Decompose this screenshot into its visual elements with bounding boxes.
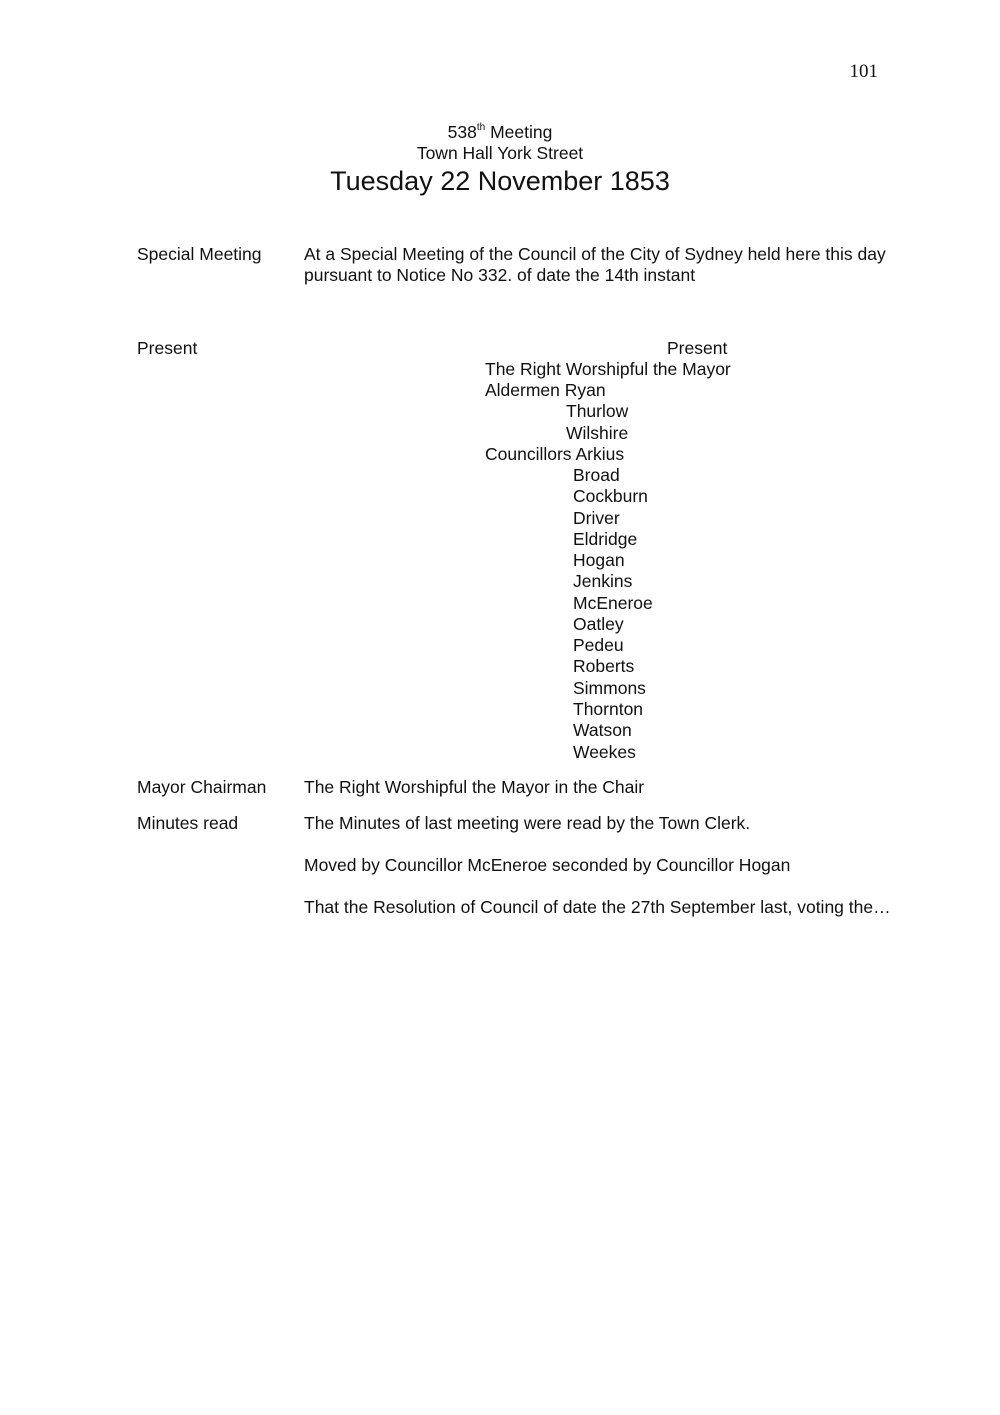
meeting-number	[0, 122, 1000, 143]
councillor-name: McEneroe	[573, 593, 653, 613]
meeting-number-value: 538	[447, 122, 477, 142]
councillor-name: Simmons	[573, 678, 646, 698]
meeting-word: Meeting	[485, 122, 553, 142]
councillor-name: Broad	[573, 465, 620, 485]
alderman-name: Thurlow	[566, 401, 629, 421]
present-label: Present	[137, 338, 198, 358]
alderman-name: Wilshire	[566, 423, 629, 443]
special-meeting-label: Special Meeting	[137, 244, 262, 264]
councillors-title-line: Councillors Arkius	[485, 444, 625, 464]
motion-moved-text: Moved by Councillor McEneroe seconded by Councillor Hogan	[304, 855, 791, 875]
councillor-name: Eldridge	[573, 529, 638, 549]
councillor-name: Jenkins	[573, 571, 633, 591]
resolution-text: That the Resolution of Council of date the 27th September last, voting the…	[304, 897, 891, 917]
present-heading: Present	[667, 338, 728, 358]
councillor-name: Thornton	[573, 699, 644, 719]
aldermen-title-line: Aldermen Ryan	[485, 380, 606, 400]
councillor-name: Pedeu	[573, 635, 624, 655]
councillor-name: Weekes	[573, 742, 636, 762]
mayor-chairman-label: Mayor Chairman	[137, 777, 267, 797]
councillor-name: Hogan	[573, 550, 625, 570]
minutes-read-text: The Minutes of last meeting were read by the Town Clerk.	[304, 813, 751, 833]
councillor-name: Watson	[573, 720, 632, 740]
councillor-name: Cockburn	[573, 486, 648, 506]
mayor-chairman-text: The Right Worshipful the Mayor in the Chair	[304, 777, 645, 797]
councillor-name: Driver	[573, 508, 620, 528]
councillor-name: Roberts	[573, 656, 635, 676]
councillor-name: Oatley	[573, 614, 624, 634]
meeting-location: Town Hall York Street	[416, 143, 584, 163]
meeting-date: Tuesday 22 November 1853	[330, 166, 670, 196]
minutes-read-label: Minutes read	[137, 813, 239, 833]
page-number: 101	[849, 61, 878, 82]
present-mayor: The Right Worshipful the Mayor	[485, 359, 731, 379]
special-meeting-text: At a Special Meeting of the Council of the City of Sydney held here this day pursuant to Notice No 332. of date the 14th instant	[304, 244, 886, 285]
meeting-number-suffix: th	[476, 122, 486, 134]
